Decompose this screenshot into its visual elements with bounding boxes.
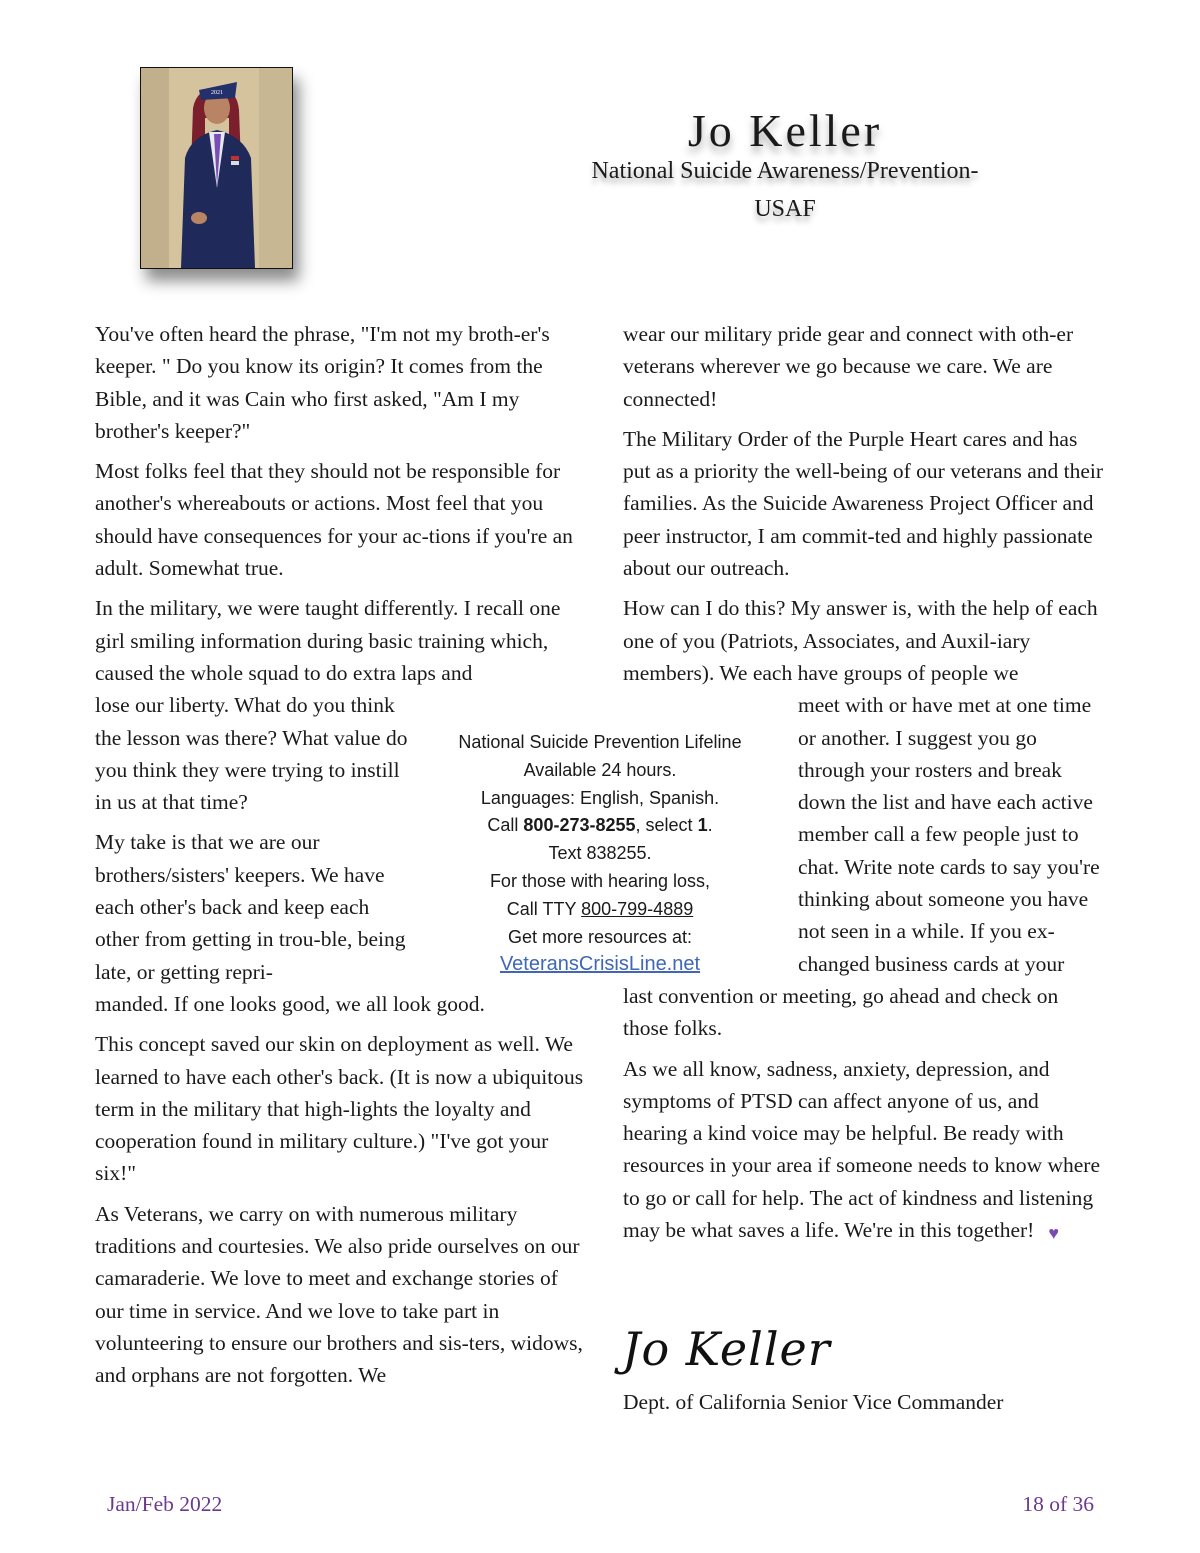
paragraph-deployment: This concept saved our skin on deployment as well. We learned to have each other's back. (It is now a ubiquitous term in the military that high-lights the loyalty and cooperation found in military culture.) "I've got your six!" (95, 1032, 584, 1186)
tty-prefix: Call TTY (506, 898, 582, 919)
tty-number-link[interactable]: 800-799-4889 (581, 898, 694, 919)
paragraph-closing (623, 1053, 1108, 1250)
call-mid: , select (635, 815, 698, 836)
lifeline-hearing-line: For those with hearing loss, (489, 870, 711, 891)
purple-heart-icon: ♥ (1048, 1223, 1059, 1244)
lifeline-tty-line (420, 896, 780, 924)
paragraph-veterans-traditions: As Veterans, we carry on with numerous military traditions and courtesies. We also pride ourselves on our camaraderie. We love to meet and exchange stories of our time in service. And we love to take part in volunteering to ensure our brothers and sis-ters, widows, and orphans are not forgotten. We (95, 1201, 583, 1388)
paragraph-military-lesson-full: In the military, we were taught differently. I recall one girl smiling information during basic training which, caused the whole squad to do extra laps and (95, 596, 561, 685)
author-role-line2: USAF (754, 196, 816, 222)
call-number: 800-273-8255 (523, 815, 636, 836)
lifeline-call-line (420, 812, 780, 840)
paragraph-how-narrow: meet with or have met at one time or another. I suggest you go through your rosters and break down the list and have each active member call a few people just to chat. Write note cards to say you're thinking about someone you have not seen in a while. If you ex-changed business cards at your (798, 693, 1100, 976)
call-prefix: Call (487, 815, 524, 836)
call-suffix: . (707, 815, 713, 836)
signature-title: Dept. of California Senior Vice Commander (623, 1390, 1004, 1414)
paragraph-military-lesson-narrow: lose our liberty. What do you think the lesson was there? What value do you think they were trying to instill in us at that time? (95, 693, 408, 815)
author-photo (140, 67, 293, 269)
lifeline-title: National Suicide Prevention Lifeline (458, 732, 742, 752)
paragraph-how-tail: last convention or meeting, go ahead and check on those folks. (623, 983, 1059, 1041)
author-portrait-image (141, 68, 292, 268)
paragraph-how-full: How can I do this? My answer is, with the help of each one of you (Patriots, Associates, and Auxil-iary members). We each have groups of people we (623, 596, 1098, 685)
lifeline-text-line: Text 838255. (548, 843, 652, 864)
footer-issue-date: Jan/Feb 2022 (107, 1492, 223, 1516)
paragraph-purple-heart: The Military Order of the Purple Heart cares and has put as a priority the well-being of our veterans and their families. As the Suicide Awareness Project Officer and peer instructor, I am commit-ted and highly passionate about our outreach. (623, 426, 1104, 581)
cap-badge-text: 2021 (211, 90, 223, 96)
paragraph-responsibility: Most folks feel that they should not be responsible for another's whereabouts or actions. Most feel that you should have consequences for your ac-tions if you're an adult. Somewhat true. (95, 459, 573, 581)
signature-script: Jo Keller (622, 1322, 831, 1376)
lifeline-availability: Available 24 hours. (523, 759, 677, 780)
lifeline-languages: Languages: English, Spanish. (480, 787, 720, 808)
paragraph-keepers-full: manded. If one looks good, we all look good. (95, 991, 485, 1016)
footer-page-number: 18 of 36 (1022, 1492, 1094, 1516)
paragraph-keepers-narrow: My take is that we are our brothers/sisters' keepers. We have each other's back and keep each other from getting in trou-ble, being late, or getting repri- (95, 830, 406, 984)
call-option: 1 (697, 815, 708, 836)
author-role-line1: National Suicide Awareness/Prevention- (591, 158, 979, 184)
author-name: Jo Keller (687, 105, 883, 156)
paragraph-brothers-keeper: You've often heard the phrase, "I'm not my broth-er's keeper. " Do you know its origin? It comes from the Bible, and it was Cain who first asked, "Am I my brother's keeper?" (95, 322, 550, 443)
lifeline-info-box (420, 729, 780, 979)
lifeline-resources-line: Get more resources at: (507, 926, 693, 947)
paragraph-pride-gear: wear our military pride gear and connect with oth-er veterans wherever we go because we care. We are connected! (623, 322, 1074, 411)
veterans-crisis-line-link[interactable]: VeteransCrisisLine.net (499, 953, 701, 976)
closing-text: As we all know, sadness, anxiety, depression, and symptoms of PTSD can affect anyone of us, and hearing a kind voice may be helpful. Be ready with resources in your area if someone needs to know where to go or call for help. The act of kindness and listening may be what saves a life. We're in this together! (623, 1056, 1101, 1243)
